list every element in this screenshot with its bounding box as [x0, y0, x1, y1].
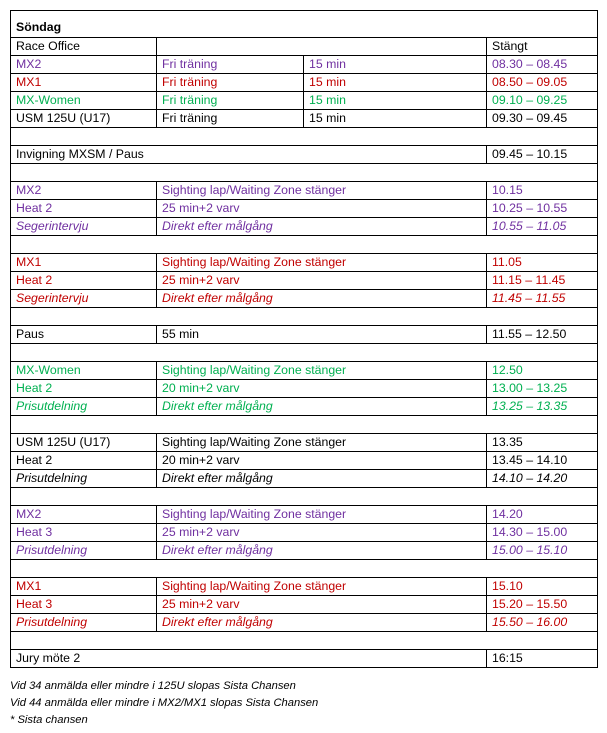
time-cell: Stängt: [487, 38, 598, 56]
activity-cell: Sighting lap/Waiting Zone stänger: [157, 362, 487, 380]
spacer-row: [11, 488, 598, 506]
schedule-row: [11, 542, 598, 560]
activity-cell: Sighting lap/Waiting Zone stänger: [157, 578, 487, 596]
activity-cell: Direkt efter målgång: [157, 542, 487, 560]
class-cell: MX1: [11, 254, 157, 272]
schedule-row: [11, 200, 598, 218]
time-cell: 15.20 – 15.50: [487, 596, 598, 614]
time-cell: 12.50: [487, 362, 598, 380]
class-cell: Heat 3: [11, 596, 157, 614]
class-cell: Prisutdelning: [11, 614, 157, 632]
duration-cell: 15 min: [304, 74, 487, 92]
time-cell: 10.25 – 10.55: [487, 200, 598, 218]
activity-cell: Direkt efter målgång: [157, 290, 487, 308]
spacer-row: [11, 560, 598, 578]
time-cell: 11.15 – 11.45: [487, 272, 598, 290]
class-cell: Invigning MXSM / Paus: [11, 146, 487, 164]
spacer-row: [11, 344, 598, 362]
schedule-row: [11, 470, 598, 488]
spacer-cell: [11, 128, 598, 146]
activity-cell: Direkt efter målgång: [157, 218, 487, 236]
duration-cell: 15 min: [304, 56, 487, 74]
class-cell: USM 125U (U17): [11, 110, 157, 128]
activity-cell: Direkt efter målgång: [157, 398, 487, 416]
schedule-row: [11, 74, 598, 92]
time-cell: 15.10: [487, 578, 598, 596]
schedule-row: [11, 452, 598, 470]
spacer-row: [11, 236, 598, 254]
schedule-row: [11, 578, 598, 596]
spacer-row: [11, 164, 598, 182]
class-cell: MX1: [11, 74, 157, 92]
schedule-row: [11, 38, 598, 56]
class-cell: Jury möte 2: [11, 650, 487, 668]
schedule-body: [11, 11, 598, 668]
time-cell: 10.55 – 11.05: [487, 218, 598, 236]
class-cell: MX2: [11, 182, 157, 200]
spacer-row: [11, 416, 598, 434]
time-cell: 11.55 – 12.50: [487, 326, 598, 344]
class-cell: Prisutdelning: [11, 542, 157, 560]
spacer-cell: [11, 164, 598, 182]
time-cell: 09.30 – 09.45: [487, 110, 598, 128]
class-cell: MX2: [11, 56, 157, 74]
activity-cell: Sighting lap/Waiting Zone stänger: [157, 182, 487, 200]
time-cell: 09.10 – 09.25: [487, 92, 598, 110]
spacer-row: [11, 632, 598, 650]
activity-cell: Direkt efter målgång: [157, 614, 487, 632]
spacer-cell: [11, 236, 598, 254]
footnotes: [10, 678, 318, 729]
time-cell: 13.35: [487, 434, 598, 452]
activity-cell: Fri träning: [157, 110, 304, 128]
footnote: * Sista chansen: [10, 714, 88, 726]
activity-cell: 20 min+2 varv: [157, 452, 487, 470]
activity-cell: [157, 38, 487, 56]
time-cell: 16:15: [487, 650, 598, 668]
schedule-row: [11, 614, 598, 632]
schedule-row: [11, 650, 598, 668]
spacer-cell: [11, 416, 598, 434]
spacer-cell: [11, 560, 598, 578]
activity-cell: Sighting lap/Waiting Zone stänger: [157, 434, 487, 452]
schedule-row: [11, 56, 598, 74]
spacer-cell: [11, 344, 598, 362]
class-cell: Segerintervju: [11, 218, 157, 236]
class-cell: Heat 2: [11, 380, 157, 398]
schedule-row: [11, 254, 598, 272]
class-cell: Heat 3: [11, 524, 157, 542]
schedule-table: [10, 10, 598, 668]
duration-cell: 15 min: [304, 92, 487, 110]
time-cell: 15.00 – 15.10: [487, 542, 598, 560]
time-cell: 08.30 – 08.45: [487, 56, 598, 74]
schedule-row: [11, 218, 598, 236]
class-cell: Heat 2: [11, 272, 157, 290]
schedule-row: [11, 380, 598, 398]
class-cell: MX2: [11, 506, 157, 524]
time-cell: 14.30 – 15.00: [487, 524, 598, 542]
time-cell: 13.00 – 13.25: [487, 380, 598, 398]
schedule-row: [11, 434, 598, 452]
spacer-row: [11, 308, 598, 326]
activity-cell: Sighting lap/Waiting Zone stänger: [157, 254, 487, 272]
schedule-row: [11, 596, 598, 614]
class-cell: Heat 2: [11, 452, 157, 470]
schedule-row: [11, 506, 598, 524]
spacer-cell: [11, 488, 598, 506]
time-cell: 15.50 – 16.00: [487, 614, 598, 632]
schedule-row: [11, 326, 598, 344]
class-cell: Race Office: [11, 38, 157, 56]
time-cell: 10.15: [487, 182, 598, 200]
title-row: [11, 11, 598, 38]
schedule-row: [11, 362, 598, 380]
spacer-cell: [11, 308, 598, 326]
class-cell: USM 125U (U17): [11, 434, 157, 452]
activity-cell: Sighting lap/Waiting Zone stänger: [157, 506, 487, 524]
activity-cell: 25 min+2 varv: [157, 524, 487, 542]
footnote: Vid 34 anmälda eller mindre i 125U slopas Sista Chansen: [10, 680, 296, 692]
activity-cell: Fri träning: [157, 92, 304, 110]
activity-cell: 55 min: [157, 326, 487, 344]
time-cell: 11.45 – 11.55: [487, 290, 598, 308]
activity-cell: 20 min+2 varv: [157, 380, 487, 398]
schedule-row: [11, 272, 598, 290]
schedule-row: [11, 110, 598, 128]
class-cell: Prisutdelning: [11, 470, 157, 488]
time-cell: 08.50 – 09.05: [487, 74, 598, 92]
activity-cell: Fri träning: [157, 56, 304, 74]
activity-cell: Fri träning: [157, 74, 304, 92]
time-cell: 13.45 – 14.10: [487, 452, 598, 470]
activity-cell: 25 min+2 varv: [157, 596, 487, 614]
schedule-row: [11, 146, 598, 164]
activity-cell: 25 min+2 varv: [157, 200, 487, 218]
day-title: Söndag: [11, 11, 598, 38]
time-cell: 09.45 – 10.15: [487, 146, 598, 164]
schedule-row: [11, 398, 598, 416]
class-cell: Segerintervju: [11, 290, 157, 308]
time-cell: 11.05: [487, 254, 598, 272]
class-cell: Heat 2: [11, 200, 157, 218]
footnote: Vid 44 anmälda eller mindre i MX2/MX1 slopas Sista Chansen: [10, 697, 319, 709]
schedule-row: [11, 524, 598, 542]
spacer-row: [11, 128, 598, 146]
spacer-cell: [11, 632, 598, 650]
class-cell: MX-Women: [11, 362, 157, 380]
schedule-row: [11, 92, 598, 110]
time-cell: 14.20: [487, 506, 598, 524]
time-cell: 13.25 – 13.35: [487, 398, 598, 416]
schedule-row: [11, 290, 598, 308]
class-cell: Paus: [11, 326, 157, 344]
class-cell: MX-Women: [11, 92, 157, 110]
class-cell: MX1: [11, 578, 157, 596]
class-cell: Prisutdelning: [11, 398, 157, 416]
schedule-row: [11, 182, 598, 200]
activity-cell: 25 min+2 varv: [157, 272, 487, 290]
activity-cell: Direkt efter målgång: [157, 470, 487, 488]
duration-cell: 15 min: [304, 110, 487, 128]
time-cell: 14.10 – 14.20: [487, 470, 598, 488]
